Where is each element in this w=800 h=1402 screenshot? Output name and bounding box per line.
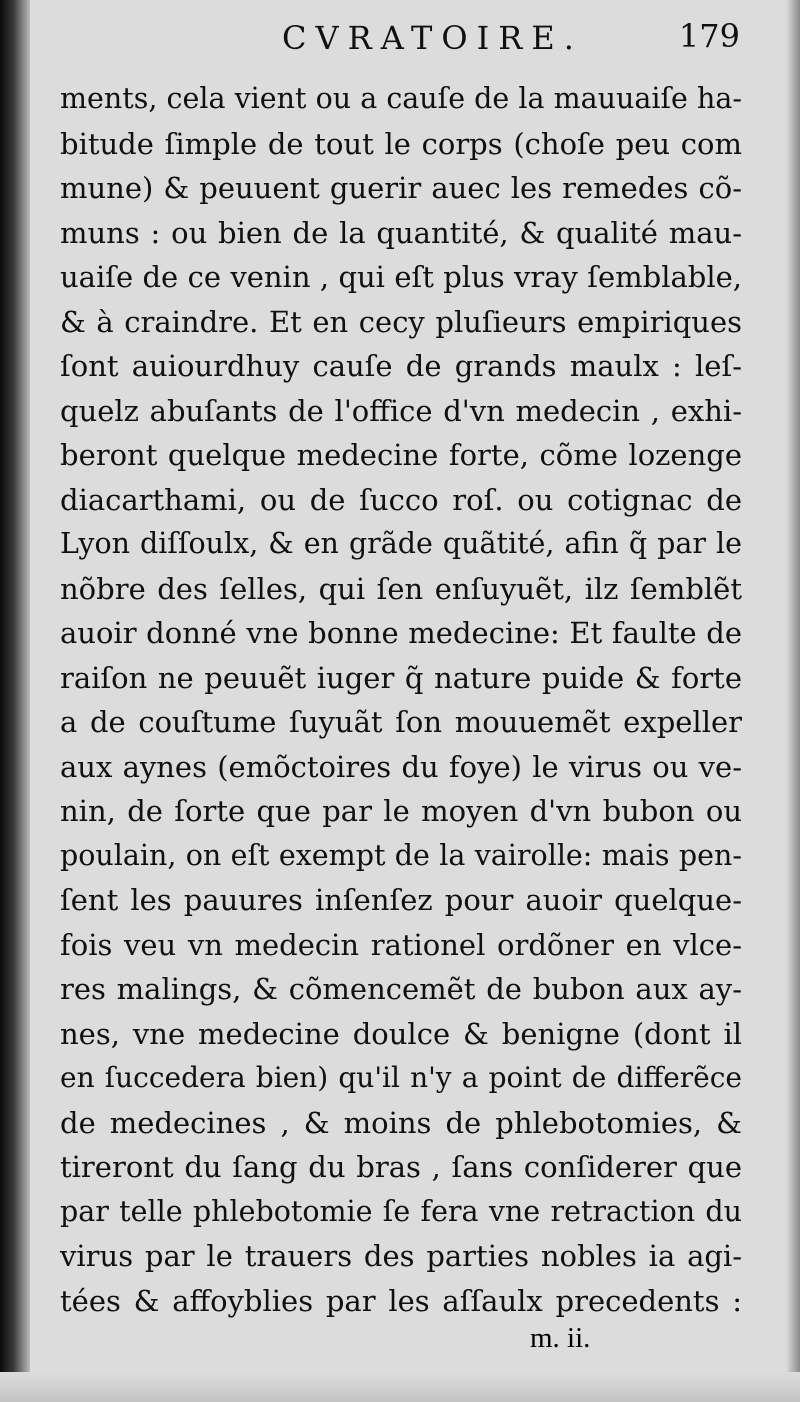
- text-line: virus par le trauers des parties nobles ia agi-: [60, 1239, 742, 1273]
- text-line: bitude ſimple de tout le corps (choſe peu com: [60, 126, 742, 161]
- text-line: nin, de ſorte que par le moyen d'vn bubon ou: [60, 794, 742, 828]
- text-line: ſent les pauures inſenſez pour auoir quelque-: [60, 883, 742, 917]
- text-line: quelz abuſants de l'office d'vn medecin , exhi-: [60, 393, 742, 428]
- running-title: CVRATOIRE.: [282, 19, 583, 57]
- signature-mark: m. ii.: [530, 1322, 591, 1354]
- text-line: poulain, on eſt exempt de la vairolle: mais pen-: [60, 838, 742, 872]
- page-number: 179: [678, 17, 740, 55]
- text-line: tées & affoyblies par les aſſaulx precedents :: [60, 1283, 742, 1318]
- text-line: nes, vne medecine doulce & benigne (dont il: [60, 1016, 742, 1051]
- body-text: [60, 77, 742, 1323]
- text-line: beront quelque medecine forte, cõme lozenge: [60, 438, 742, 472]
- text-line: muns : ou bien de la quantité, & qualité mau-: [60, 215, 742, 250]
- text-line: en ſuccedera bien) qu'il n'y a point de differẽce: [60, 1061, 742, 1094]
- text-line: ſont auiourdhuy cauſe de grands maulx : leſ-: [60, 349, 742, 383]
- text-line: ments, cela vient ou a cauſe de la mauuaiſe ha-: [60, 82, 742, 115]
- text-line: par telle phlebotomie ſe fera vne retraction du: [60, 1194, 742, 1228]
- text-line: aux aynes (emõctoires du foye) le virus ou ve-: [60, 749, 742, 784]
- text-line: fois veu vn medecin rationel ordõner en vlce-: [60, 927, 742, 962]
- text-line: tireront du ſang du bras , ſans conſiderer que: [60, 1150, 742, 1184]
- page-bottom-shade: [0, 1372, 800, 1402]
- text-line: Lyon diſſoulx, & en grãde quãtité, afin q̃ par le: [60, 527, 742, 560]
- text-line: auoir donné vne bonne medecine: Et faulte de: [60, 616, 742, 650]
- text-line: res malings, & cõmencemẽt de bubon aux ay-: [60, 972, 742, 1006]
- text-line: diacarthami, ou de ſucco roſ. ou cotignac de: [60, 482, 742, 517]
- text-line: de medecines , & moins de phlebotomies, &: [60, 1105, 742, 1140]
- page-edge-shadow: [786, 0, 800, 1402]
- text-line: nõbre des ſelles, qui ſen enſuyuẽt, ilz ſemblẽt: [60, 571, 742, 606]
- text-line: uaiſe de ce venin , qui eſt plus vray ſemblable,: [60, 260, 742, 294]
- binding-gutter-shadow: [0, 0, 30, 1402]
- text-line: mune) & peuuent guerir auec les remedes cõ-: [60, 171, 742, 205]
- text-line: a de couſtume ſuyuãt ſon mouuemẽt expeller: [60, 705, 742, 739]
- text-line: & à craindre. Et en cecy pluſieurs empiriques: [60, 304, 742, 339]
- text-line: raiſon ne peuuẽt iuger q̃ nature puide & forte: [60, 660, 742, 695]
